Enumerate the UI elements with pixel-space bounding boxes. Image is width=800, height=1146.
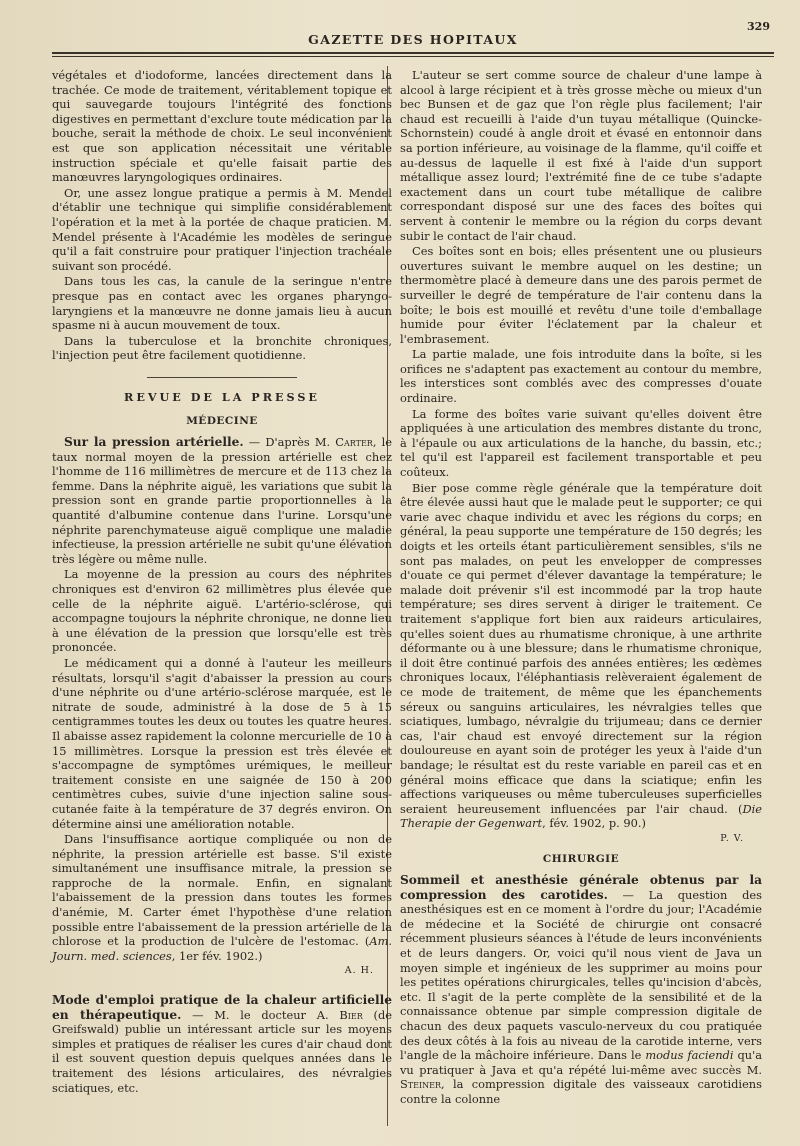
journal-title: GAZETTE DES HOPITAUX <box>308 32 518 47</box>
journal-reference: Am. Journ. med. sciences <box>52 934 392 963</box>
article-paragraph: Sommeil et anesthésie générale obtenus par la compression des carotides. — La question des anesthésiques est en ce moment à l'ordre du jour; l'Académie de médecine et la Société de chirurgie ont consacré récemment plusieurs séances à l'étude de leurs inconvénients et de leurs dangers. Or, voici qu'il nous vient de Java un moyen simple et ingénieux de les supprimer au moins pour les petites opérations chirurgicales, telles qu'incision d'abcès, etc. Il s'agit de la perte complète de la sensibilité et de la connaissance obtenue par simple compression digitale de chacun des deux paquets vasculo-nerveux du cou pratiquée des deux côtés à la fois au niveau de la carotide interne, vers l'angle de la mâchoire inférieure. Dans le modus faciendi qu'a vu pratiquer à Java et qu'a répété lui-même avec succès M. Steiner, la compression digitale des vaisseaux carotidiens contre la colonne <box>400 873 763 1106</box>
paragraph: Or, une assez longue pratique a permis à M. Mendel d'établir une technique qui simplifie considérablement l'opération et la met à la portée de chaque praticien. M. Mendel présente à l'Académie les modèles de seringue qu'il a fait construire pour pratiquer l'injection trachéale suivant son procédé. <box>52 185 392 273</box>
article-paragraph: Mode d'emploi pratique de la chaleur artificielle en thérapeutique. — M. le docteur A. Bier (de Greifswald) publie un intéressant article sur les moyens simples et pratiques de réaliser les cures d'air chaud dont il est souvent question depuis quelques années dans le traitement des lésions articulaires, des névralgies sciatiques, etc. <box>52 993 392 1095</box>
paragraph: végétales et d'iodoforme, lancées directement dans la trachée. Ce mode de traitement, véritablement topique et qui sauvegarde toujours l'intégrité des fonctions digestives en permettant d'exclure toute médication par la bouche, serait la méthode de choix. Le seul inconvénient est que son application nécessitait une véritable instruction spéciale et qu'elle faisait partie des manœuvres laryngologiques ordinaires. <box>52 68 392 185</box>
paragraph: La forme des boîtes varie suivant qu'elles doivent être appliquées à une articulation des membres distante du tronc, à l'épaule ou aux articulations de la hanche, du bassin, etc.; tel qu'il est l'appareil est facilement transportable et peu coûteux. <box>400 406 762 480</box>
right-column <box>400 68 762 1108</box>
paragraph: Dans tous les cas, la canule de la seringue n'entre presque pas en contact avec les organes pharyngo-laryngiens et la manœuvre ne donne jamais lieu à aucun spasme ni à aucun mouvement de toux. <box>52 274 392 333</box>
subsection-title: MÉDECINE <box>186 415 258 428</box>
paragraph: La moyenne de la pression au cours des néphrites chroniques est d'environ 62 millimètres plus élevée que celle de la néphrite aiguë. L'artério-sclérose, qui accompagne toujours la néphrite chronique, ne donne lieu à une élévation de la pression que lorsqu'elle est très prononcée. <box>52 567 392 655</box>
paragraph: Bier pose comme règle générale que la température doit être élevée aussi haut que le malade peut le supporter; ce qui varie avec chaque individu et avec les régions du corps; en général, la peau supporte une température de 150 degrés; les doigts et les orteils étant particulièrement sensibles, s'ils ne sont pas malades, on peut les envelopper de compresses d'ouate ce qui permet d'élever davantage la température; le malade doit prévenir s'il est incommodé par la trop haute température; ses dires servent à diriger le traitement. Ce traitement s'applique fort bien aux raideurs articulaires, qu'elles soient dues au rhumatisme chronique, à une arthrite déformante ou à une blessure; dans le rhumatisme chronique, il doit être continué parfois des années entières; les œdèmes chroniques locaux, l'éléphantiasis relèveraient également de ce mode de traitement, de même que les épanchements séreux ou sanguins articulaires, les névralgies telles que sciatiques, lumbago, névralgie du trijumeau; dans ce dernier cas, l'air chaud est envoyé directement sur la région douloureuse en ayant soin de protéger les yeux à l'aide d'un bandage; le résultat est du reste variable en pareil cas et en général moins efficace que dans la sciatique; enfin les affections variqueuses ou même tuberculeuses superficielles seraient heureusement influencées par l'air chaud. (Die Therapie der Gegenwart, fév. 1902, p. 90.) <box>400 480 762 831</box>
author-name: Bier <box>339 1007 363 1022</box>
author-initials: P. V. <box>720 832 744 844</box>
article-headline: Mode d'emploi pratique de la chaleur artificielle en thérapeutique. <box>52 993 392 1022</box>
paragraph: L'auteur se sert comme source de chaleur d'une lampe à alcool à large récipient et à très grosse mèche ou mieux d'un bec Bunsen et de gaz que l'on règle plus facilement; l'air chaud est recueilli à l'aide d'un tuyau métallique (Quincke-Schornstein) coudé à angle droit et évasé en entonnoir dans sa portion inférieure, au voisinage de la flamme, qu'il coiffe et au-dessus de laquelle il est fixé à l'aide d'un support métallique assez lourd; l'extrémité fine de ce tube s'adapte exactement dans un court tube métallique de calibre correspondant disposé sur une des faces des boîtes qui servent à contenir le membre ou la région du corps devant subir le contact de l'air chaud. <box>400 68 762 243</box>
paragraph: Le médicament qui a donné à l'auteur les meilleurs résultats, lorsqu'il s'agit d'abaisser la pression au cours d'une néphrite ou d'une artério-sclérose marquée, est le nitrate de soude, administré à la dose de 5 à 15 centigrammes toutes les deux ou toutes les quatre heures. Il abaisse assez rapidement la colonne mercurielle de 10 à 15 millimètres. Lorsque la pression est très élevée et s'accompagne de symptômes urémiques, le meilleur traitement consiste en une saignée de 150 à 200 centimètres cubes, suivie d'une injection saline sous-cutanée faite à la température de 37 degrés environ. On détermine ainsi une amélioration notable. <box>52 655 392 831</box>
latin-phrase: modus faciendi <box>645 1048 734 1063</box>
paragraph: Dans la tuberculose et la bronchite chroniques, l'injection peut être facilement quotidienne. <box>52 333 392 363</box>
author-name: Carter <box>335 435 373 450</box>
article-headline: Sommeil et anesthésie générale obtenus par la compression des carotides. <box>400 873 762 902</box>
paragraph: Ces boîtes sont en bois; elles présentent une ou plusieurs ouvertures suivant le membre auquel on les destine; un thermomètre placé à demeure dans une des parois permet de surveiller le degré de température de l'air contenu dans la boîte; le bois est mouillé et revêtu d'une toile d'emballage humide pour éviter l'éclatement par la chaleur et l'embrasement. <box>400 244 762 346</box>
header-rule <box>52 52 774 57</box>
left-column <box>52 68 392 1096</box>
author-name: Steiner <box>400 1077 442 1092</box>
journal-reference: Die Therapie der Gegenwart <box>400 801 762 831</box>
section-separator <box>147 377 297 378</box>
article-paragraph: Sur la pression artérielle. — D'après M. Carter, le taux normal moyen de la pression artérielle est chez l'homme de 116 millimètres de mercure et de 113 chez la femme. Dans la néphrite aiguë, les variations que subit la pression sont en grande partie proportionnelles à la quantité d'albumine contenue dans l'urine. Lorsqu'une néphrite parenchymateuse aiguë complique une maladie infectieuse, la pression artérielle ne subit qu'une élévation très légère ou même nulle. <box>52 435 392 566</box>
subsection-title: CHIRURGIE <box>542 853 620 866</box>
paragraph: Dans l'insuffisance aortique compliquée ou non de néphrite, la pression artérielle est basse. S'il existe simultanément une insuffisance mitrale, la pression se rapproche de la normale. Enfin, en signalant l'abaissement de la pression dans toutes les formes d'anémie, M. Carter émet l'hypothèse d'une relation possible entre l'abaissement de la pression artérielle de la chlorose et la production de l'ulcère de l'estomac. (Am. Journ. med. sciences, 1er fév. 1902.) <box>52 832 392 963</box>
page-number: 329 <box>747 20 770 33</box>
section-title: REVUE DE LA PRESSE <box>124 389 320 404</box>
page-header <box>52 20 774 58</box>
article-headline: Sur la pression artérielle. <box>64 435 244 450</box>
paragraph: La partie malade, une fois introduite dans la boîte, si les orifices ne s'adaptent pas exactement au contour du membre, les interstices sont comblés avec des compresses d'ouate ordinaire. <box>400 347 762 406</box>
author-initials: A. H. <box>344 965 374 977</box>
